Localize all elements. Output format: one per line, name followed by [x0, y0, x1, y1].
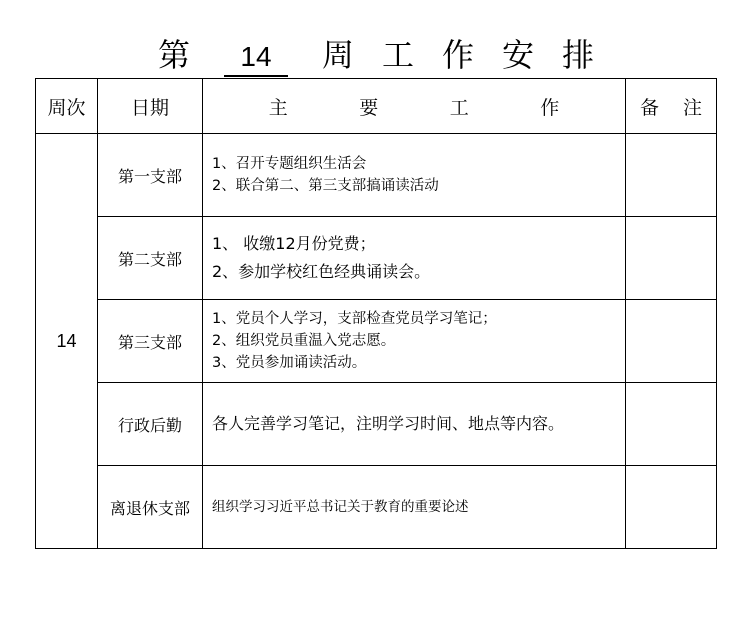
title-char: 作: [442, 36, 475, 74]
table-row: [36, 300, 717, 383]
table-row: [36, 466, 717, 549]
work-line: 各人完善学习笔记，注明学习时间、地点等内容。: [212, 414, 565, 433]
header-work-char: 主: [268, 96, 288, 119]
work-cell: [203, 466, 626, 549]
work-line: 3、党员参加诵读活动。: [212, 355, 367, 371]
table-row: [36, 383, 717, 466]
dept-cell: 第一支部: [98, 134, 203, 217]
table-row: [36, 217, 717, 300]
title-char: 周: [321, 36, 354, 74]
header-row: [36, 79, 717, 134]
header-week: 周次: [36, 79, 98, 134]
title-prefix: 第: [157, 36, 190, 74]
remark-cell: [626, 134, 717, 217]
header-work-char: 要: [359, 96, 379, 119]
header-work: [203, 79, 626, 134]
header-date: 日期: [98, 79, 203, 134]
schedule-table: [35, 78, 717, 549]
header-work-char: 工: [449, 96, 469, 119]
week-cell: 14: [36, 134, 98, 549]
remark-cell: [626, 466, 717, 549]
dept-cell: 离退休支部: [98, 466, 203, 549]
work-line: 2、组织党员重温入党志愿。: [212, 333, 396, 349]
dept-cell: 第三支部: [98, 300, 203, 383]
work-cell: [203, 300, 626, 383]
work-line: 1、党员个人学习，支部检查党员学习笔记；: [212, 311, 497, 327]
remark-cell: [626, 300, 717, 383]
header-work-char: 作: [540, 96, 560, 119]
table-row: [36, 134, 717, 217]
work-line: 2、联合第二、第三支部搞诵读活动: [212, 178, 439, 194]
title-char: 工: [381, 36, 414, 74]
work-cell: [203, 217, 626, 300]
title-char: 排: [562, 36, 595, 74]
dept-cell: 行政后勤: [98, 383, 203, 466]
work-cell: [203, 134, 626, 217]
work-line: 1、召开专题组织生活会: [212, 156, 367, 172]
header-remark-char: 备: [639, 96, 659, 119]
work-line: 1、 收缴12月份党费；: [212, 234, 376, 253]
page-title: [0, 30, 752, 80]
work-line: 2、参加学校红色经典诵读会。: [212, 262, 431, 281]
title-week-number: 14: [224, 39, 288, 77]
header-remark: [626, 79, 717, 134]
header-remark-char: 注: [683, 96, 703, 119]
remark-cell: [626, 217, 717, 300]
dept-cell: 第二支部: [98, 217, 203, 300]
remark-cell: [626, 383, 717, 466]
work-cell: [203, 383, 626, 466]
work-line: 组织学习习近平总书记关于教育的重要论述: [212, 499, 469, 515]
title-char: 安: [502, 36, 535, 74]
